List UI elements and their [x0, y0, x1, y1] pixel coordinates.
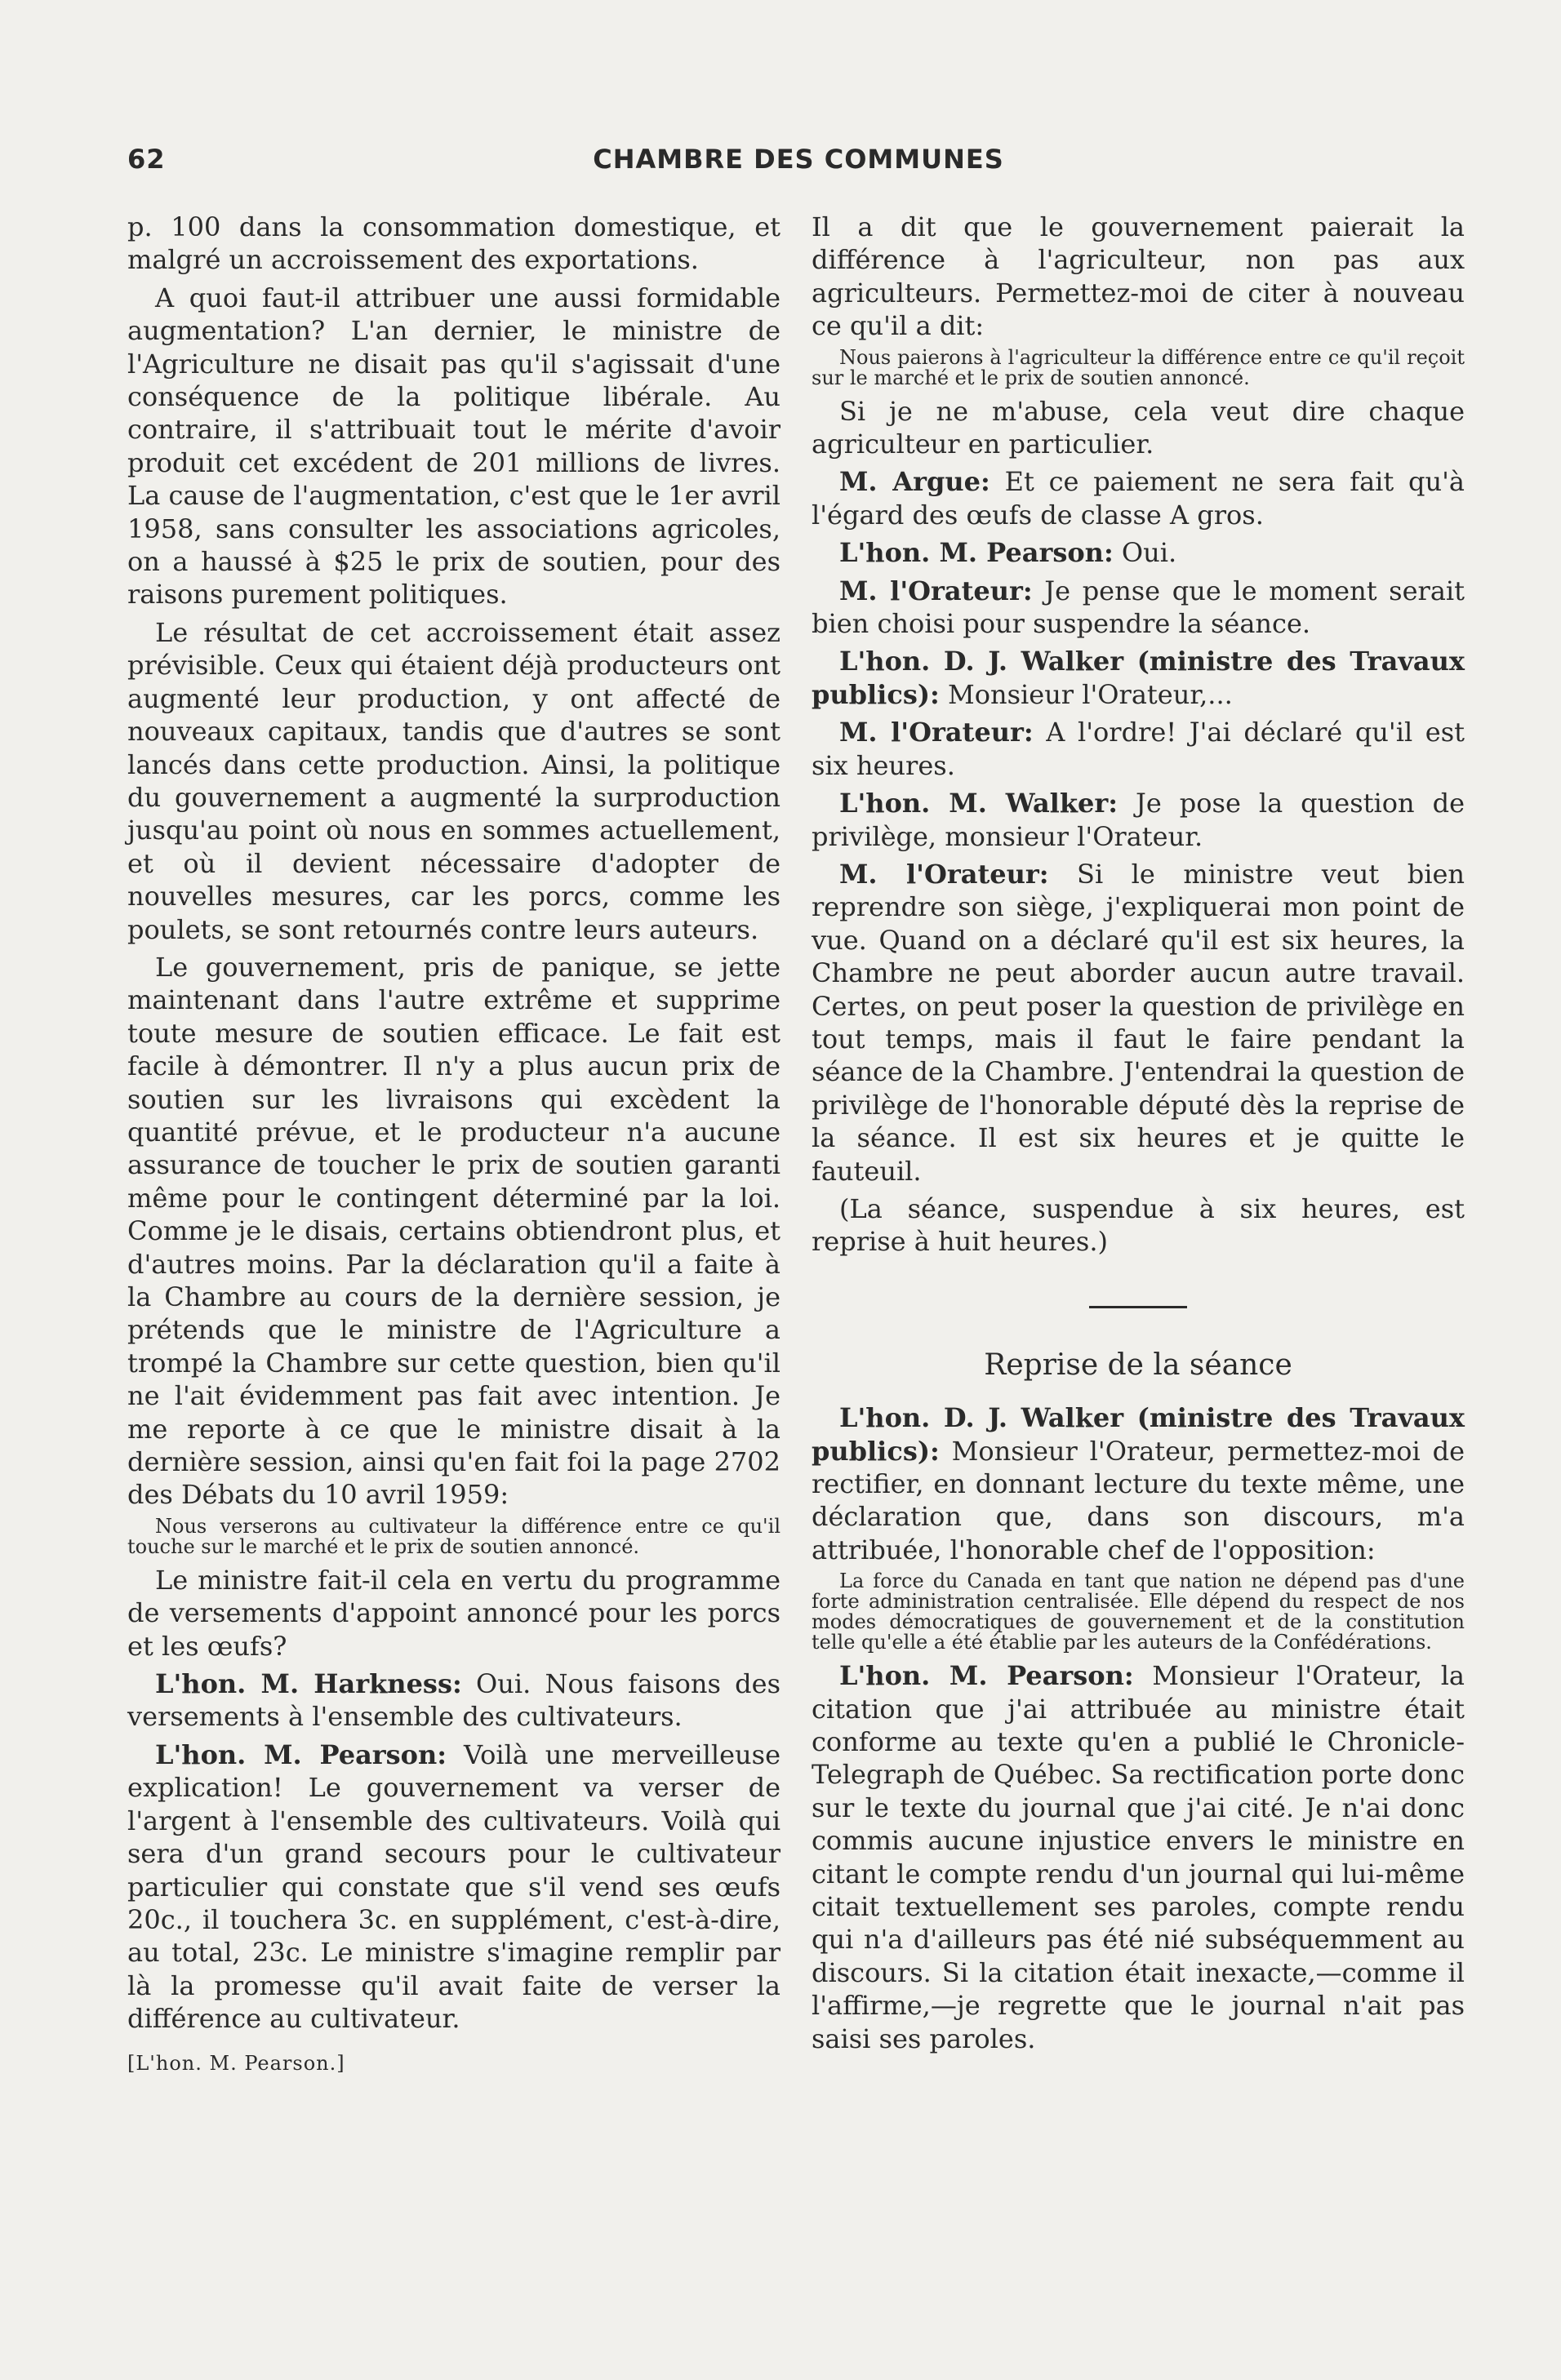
paragraph: (La séance, suspendue à six heures, est reprise à huit heures.)	[812, 1192, 1465, 1258]
speech-text: Voilà une merveilleuse explication! Le gouvernement va verser de l'argent à l'ensemble des cultivateurs. Voilà qui sera d'un grand secours pour le cultivateur particulier qui constate que s'il vend ses œufs 20c., il touchera 3c. en supplément, c'est-à-dire, au total, 23c. Le ministre s'imagine remplir par là la promesse qu'il avait faite de verser la différence au cultivateur.	[127, 1738, 781, 2035]
speech-text: Monsieur l'Orateur, permettez-moi de rectifier, en donnant lecture du texte même, une déclaration que, dans son discours, m'a attribuée, l'honorable chef de l'opposition:	[812, 1435, 1465, 1565]
speaker-name: M. l'Orateur:	[839, 858, 1049, 890]
block-quote: Nous paierons à l'agriculteur la différence entre ce qu'il reçoit sur le marché et le prix de soutien annoncé.	[812, 345, 1465, 389]
speaker-name: L'hon. D. J. Walker (ministre des Travaux publics):	[812, 646, 1465, 710]
speaker-name: L'hon. D. J. Walker (ministre des Travaux publics):	[812, 1402, 1465, 1467]
speaker-name: L'hon. M. Pearson:	[839, 1660, 1134, 1692]
speech-text: Monsieur l'Orateur, la citation que j'ai attribuée au ministre était conforme au texte qu'en a publié le Chronicle-Telegraph de Québec. Sa rectification porte donc sur le texte du journal que j'ai cité. Je n'ai donc commis aucune injustice envers le ministre en citant le compte rendu d'un journal qui lui-même citait textuellement ses paroles, compte rendu qui n'a d'ailleurs pas été nié subséquemment au discours. Si la citation était inexacte,—comme il l'affirme,—je regrette que le journal n'ait pas saisi ses paroles.	[812, 1660, 1465, 2054]
speech-paragraph	[127, 1738, 780, 2036]
speech-text: Je pose la question de privilège, monsieur l'Orateur.	[812, 788, 1465, 852]
page-number: 62	[127, 144, 166, 175]
speaker-name: L'hon. M. Pearson:	[839, 537, 1114, 569]
paragraph: Si je ne m'abuse, cela veut dire chaque agriculteur en particulier.	[812, 395, 1465, 460]
speech-text: Oui.	[1113, 537, 1177, 569]
speaker-attribution: [L'hon. M. Pearson.]	[127, 2051, 345, 2075]
speech-paragraph	[812, 645, 1465, 711]
speech-paragraph	[812, 787, 1465, 853]
block-quote: Nous verserons au cultivateur la différence entre ce qu'il touche sur le marché et le prix de soutien annoncé.	[127, 1514, 780, 1558]
running-head: CHAMBRE DES COMMUNES	[593, 144, 1004, 175]
speech-text: Monsieur l'Orateur,...	[939, 678, 1233, 710]
section-title: Reprise de la séance	[984, 1348, 1292, 1382]
speech-paragraph	[812, 575, 1465, 641]
speech-paragraph	[812, 716, 1465, 782]
speech-paragraph	[812, 536, 1465, 569]
speech-text: Et ce paiement ne sera fait qu'à l'égard des œufs de classe A gros.	[812, 466, 1465, 531]
page-header	[127, 144, 1470, 183]
speaker-name: M. l'Orateur:	[839, 717, 1034, 748]
speaker-name: L'hon. M. Walker:	[839, 788, 1118, 819]
speech-paragraph	[812, 1659, 1465, 2055]
speech-paragraph	[812, 465, 1465, 531]
paragraph: Le résultat de cet accroissement était assez prévisible. Ceux qui étaient déjà producteurs ont augmenté leur production, y ont affecté de nouveaux capitaux, tandis que d'autres se sont lancés dans cette production. Ainsi, la politique du gouvernement a augmenté la surproduction jusqu'au point où nous en sommes actuellement, et où il devient nécessaire d'adopter de nouvelles mesures, car les porcs, comme les poulets, se sont retournés contre leurs auteurs.	[127, 616, 780, 945]
paragraph: Il a dit que le gouvernement paierait la différence à l'agriculteur, non pas aux agriculteurs. Permettez-moi de citer à nouveau ce qu'il a dit:	[812, 211, 1465, 342]
paragraph: p. 100 dans la consommation domestique, et malgré un accroissement des exportations.	[127, 211, 780, 276]
speech-text: Je pense que le moment serait bien choisi pour suspendre la séance.	[812, 575, 1465, 640]
speech-paragraph	[812, 858, 1465, 1188]
speech-paragraph	[812, 1401, 1465, 1566]
paragraph: A quoi faut-il attribuer une aussi formidable augmentation? L'an dernier, le ministre de l'Agriculture ne disait pas qu'il s'agissait d'une conséquence de la politique libérale. Au contraire, il s'attribuait tout le mérite d'avoir produit cet excédent de 201 millions de livres. La cause de l'augmentation, c'est que le 1er avril 1958, sans consulter les associations agricoles, on a haussé à $25 le prix de soutien, pour des raisons purement politiques.	[127, 282, 780, 611]
speech-text: A l'ordre! J'ai déclaré qu'il est six heures.	[812, 717, 1465, 781]
left-column	[127, 211, 780, 2080]
speech-text: Oui. Nous faisons des versements à l'ensemble des cultivateurs.	[127, 1668, 780, 1733]
paragraph: Le ministre fait-il cela en vertu du programme de versements d'appoint annoncé pour les porcs et les œufs?	[127, 1564, 780, 1662]
speaker-name: L'hon. M. Harkness:	[155, 1668, 462, 1700]
speech-text: Si le ministre veut bien reprendre son siège, j'expliquerai mon point de vue. Quand on a déclaré qu'il est six heures, la Chambre ne peut aborder aucun autre travail. Certes, on peut poser la question de privilège en tout temps, mais il faut le faire pendant la séance de la Chambre. J'entendrai la question de privilège de l'honorable député dès la reprise de la séance. Il est six heures et je quitte le fauteuil.	[812, 858, 1465, 1187]
speaker-name: M. l'Orateur:	[839, 575, 1033, 606]
speech-paragraph	[127, 1667, 780, 1734]
speaker-name: L'hon. M. Pearson:	[155, 1738, 447, 1770]
block-quote: La force du Canada en tant que nation ne dépend pas d'une forte administration centralisée. Elle dépend du respect de nos modes démocratiques de gouvernement et de la constitution telle qu'elle a été établie par les auteurs de la Confédérations.	[812, 1570, 1465, 1654]
right-column	[812, 211, 1465, 2055]
paragraph: Le gouvernement, pris de panique, se jette maintenant dans l'autre extrême et supprime toute mesure de soutien efficace. Le fait est facile à démontrer. Il n'y a plus aucun prix de soutien sur les livraisons qui excèdent la quantité prévue, et le producteur n'a aucune assurance de toucher le prix de soutien garanti même pour le contingent déterminé par la loi. Comme je le disais, certains obtiendront plus, et d'autres moins. Par la déclaration qu'il a faite à la Chambre au cours de la dernière session, je prétends que le ministre de l'Agriculture a trompé la Chambre sur cette question, bien qu'il ne l'ait évidemment pas fait avec intention. Je me reporte à ce que le ministre disait à la dernière session, ainsi qu'en fait foi la page 2702 des Débats du 10 avril 1959:	[127, 951, 780, 1511]
speaker-name: M. Argue:	[839, 466, 990, 498]
section-divider	[1089, 1306, 1187, 1308]
